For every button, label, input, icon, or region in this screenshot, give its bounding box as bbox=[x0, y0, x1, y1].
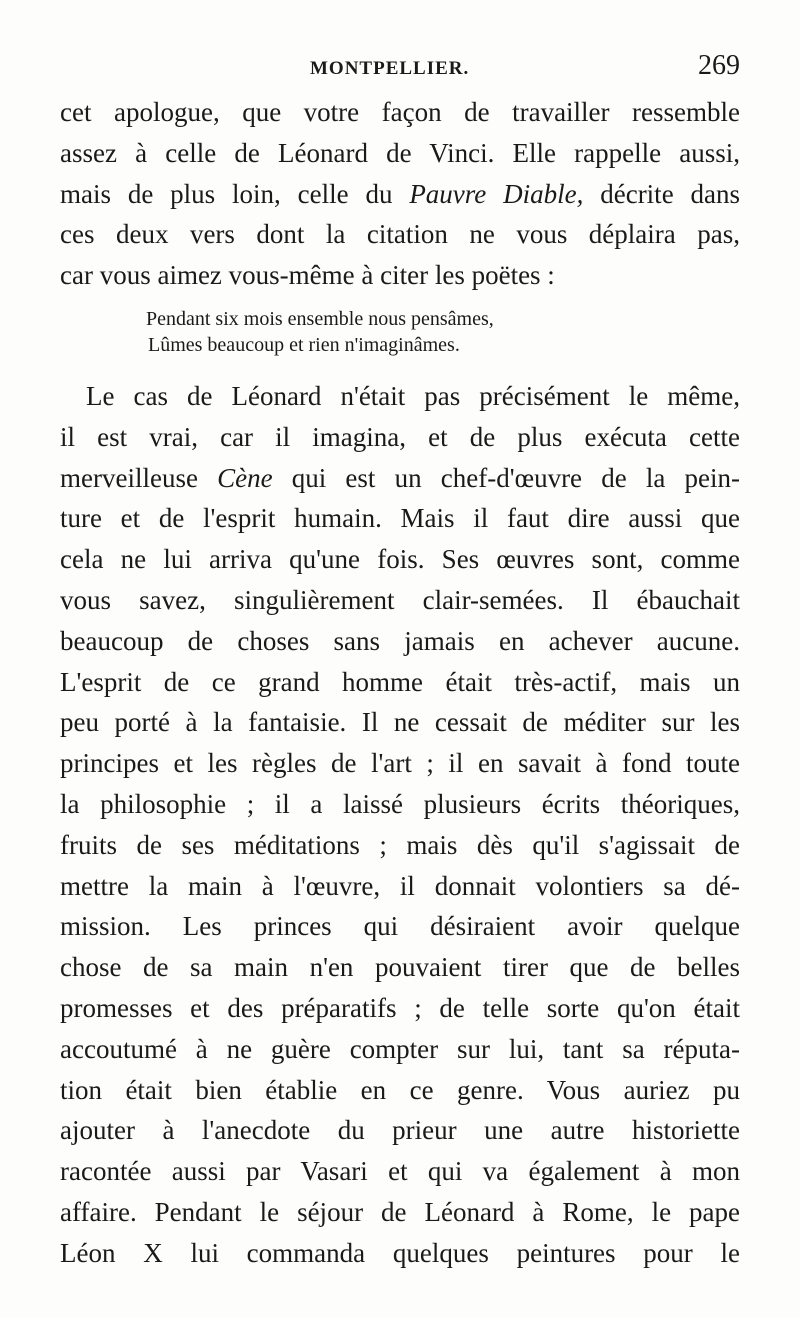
text-line: chose de sa main n'en pouvaient tirer que de belles bbox=[60, 952, 740, 983]
text-span: qui est un chef-d'œuvre de la pein- bbox=[272, 462, 740, 493]
text-line: Le cas de Léonard n'était pas précisément le même, bbox=[86, 380, 740, 411]
paragraph-1 bbox=[60, 92, 740, 296]
verse-line: Pendant six mois ensemble nous pensâmes, bbox=[146, 307, 494, 330]
text-line: fruits de ses méditations ; mais dès qu'il s'agissait de bbox=[60, 829, 740, 860]
text-span: merveilleuse bbox=[60, 462, 218, 493]
text-line: car vous aimez vous-même à citer les poëtes : bbox=[60, 260, 555, 291]
text-line: principes et les règles de l'art ; il en savait à fond toute bbox=[60, 748, 740, 779]
text-line: il est vrai, car il imagina, et de plus exécuta cette bbox=[60, 421, 740, 452]
text-line: mission. Les princes qui désiraient avoir quelque bbox=[60, 911, 740, 942]
page-number: 269 bbox=[698, 50, 740, 81]
text-line bbox=[60, 458, 740, 499]
text-span: mais de plus loin, celle du bbox=[60, 178, 410, 209]
text-line: cet apologue, que votre façon de travailler ressemble bbox=[60, 97, 740, 127]
text-line: beaucoup de choses sans jamais en achever aucune. bbox=[60, 625, 740, 656]
paragraph-2 bbox=[60, 376, 740, 1274]
text-span: décrite dans bbox=[583, 178, 741, 209]
text-line: accoutumé à ne guère compter sur lui, tant sa réputa- bbox=[60, 1033, 740, 1064]
text-line: tion était bien établie en ce genre. Vous auriez pu bbox=[60, 1074, 740, 1105]
running-head bbox=[60, 50, 740, 86]
text-line: affaire. Pendant le séjour de Léonard à Rome, le pape bbox=[60, 1196, 740, 1227]
text-line: cela ne lui arriva qu'une fois. Ses œuvres sont, comme bbox=[60, 544, 740, 575]
verse-line: Lûmes beaucoup et rien n'imaginâmes. bbox=[148, 333, 460, 356]
text-line: racontée aussi par Vasari et qui va également à mon bbox=[60, 1156, 740, 1187]
verse-quotation bbox=[60, 306, 740, 358]
text-line: ajouter à l'anecdote du prieur une autre historiette bbox=[60, 1115, 740, 1146]
text-line bbox=[60, 174, 740, 215]
text-line: vous savez, singulièrement clair-semées. Il ébauchait bbox=[60, 584, 740, 615]
italic-title: Cène bbox=[217, 462, 273, 493]
text-line: peu porté à la fantaisie. Il ne cessait de méditer sur les bbox=[60, 707, 740, 738]
text-line: assez à celle de Léonard de Vinci. Elle rappelle aussi, bbox=[60, 137, 740, 168]
italic-title: Pauvre Diable, bbox=[409, 178, 584, 209]
body-text bbox=[60, 92, 740, 1274]
text-line: ture et de l'esprit humain. Mais il faut dire aussi que bbox=[60, 503, 740, 534]
text-line: mettre la main à l'œuvre, il donnait volontiers sa dé- bbox=[60, 870, 740, 901]
text-line: L'esprit de ce grand homme était très-actif, mais un bbox=[60, 666, 740, 697]
text-line: la philosophie ; il a laissé plusieurs écrits théoriques, bbox=[60, 788, 740, 819]
running-title: MONTPELLIER. bbox=[310, 58, 470, 79]
text-line: ces deux vers dont la citation ne vous déplaira pas, bbox=[60, 219, 740, 250]
text-line: Léon X lui commanda quelques peintures pour le bbox=[60, 1237, 740, 1268]
text-line: promesses et des préparatifs ; de telle sorte qu'on était bbox=[60, 992, 740, 1023]
